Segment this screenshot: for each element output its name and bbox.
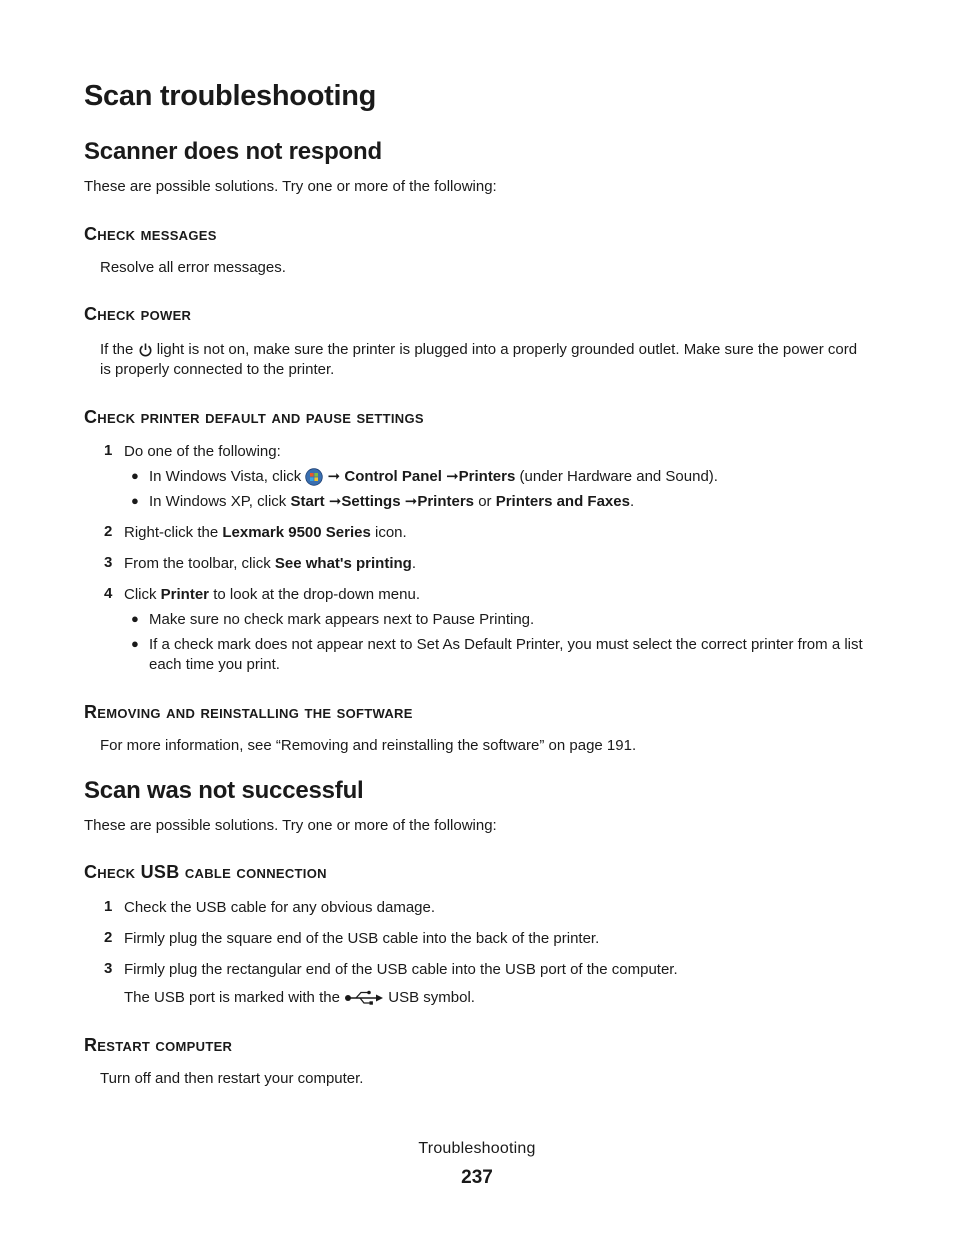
section-intro: These are possible solutions. Try one or more of the following: [84,817,497,834]
messages-text: Resolve all error messages. [100,259,286,276]
reinstall-text: For more information, see “Removing and reinstalling the software” on page 191. [100,737,637,754]
usb-note: The USB port is marked with the USB symbol. [124,989,475,1006]
step-number: 3 [104,960,113,977]
power-icon [138,342,153,358]
page-number: 237 [461,1167,493,1188]
step-text: Firmly plug the square end of the USB cable into the back of the printer. [124,930,600,947]
subheading-check-printer-settings: Check printer default and pause settings [84,407,424,427]
footer-chapter-label: Troubleshooting [418,1140,536,1157]
subheading-reinstall: Removing and reinstalling the software [84,702,413,722]
step-text: From the toolbar, click See what's printing. [124,555,416,572]
power-text: If the light is not on, make sure the printer is plugged into a properly grounded outlet. Make sure the power cord is properly connected to the printer. [100,341,858,378]
subheading-check-messages: Check messages [84,224,217,244]
arrow-icon: ➞ [446,468,459,485]
arrow-icon: ➞ [328,493,342,510]
step-number: 2 [104,523,113,540]
bullet-default: If a check mark does not appear next to Set As Default Printer, you must select the correct printer from a list each time you print. [149,636,863,673]
step-number: 1 [104,442,113,459]
windows-start-icon [305,468,323,486]
bullet-icon: ● [131,636,139,651]
step-text: Right-click the Lexmark 9500 Series icon. [124,524,407,541]
step-text: Do one of the following: [124,443,281,460]
bullet-icon: ● [131,611,139,626]
arrow-icon: ➞ [327,468,341,485]
step-number: 4 [104,585,113,602]
arrow-icon: ➞ [404,493,418,510]
bullet-pause: Make sure no check mark appears next to Pause Printing. [149,611,535,628]
subheading-restart-computer: Restart computer [84,1035,233,1055]
usb-icon [344,990,384,1006]
section-heading-scanner-not-respond: Scanner does not respond [84,138,382,165]
bullet-vista: In Windows Vista, click ➞ Control Panel ➞Printers (under Hardware and Sound). [149,468,718,485]
step-text: Click Printer to look at the drop-down menu. [124,586,420,603]
page-title: Scan troubleshooting [84,80,377,112]
restart-text: Turn off and then restart your computer. [100,1070,364,1087]
bullet-icon: ● [131,468,139,483]
step-text: Firmly plug the rectangular end of the USB cable into the USB port of the computer. [124,961,678,978]
section-heading-scan-not-successful: Scan was not successful [84,777,364,804]
subheading-check-power: Check power [84,304,192,324]
subheading-check-usb: Check USB cable connection [84,862,327,882]
step-text: Check the USB cable for any obvious damage. [124,899,436,916]
step-number: 3 [104,554,113,571]
bullet-icon: ● [131,493,139,508]
step-number: 2 [104,929,113,946]
section-intro: These are possible solutions. Try one or more of the following: [84,178,497,195]
step-number: 1 [104,898,113,915]
bullet-xp: In Windows XP, click Start ➞Settings ➞Printers or Printers and Faxes. [149,493,635,510]
